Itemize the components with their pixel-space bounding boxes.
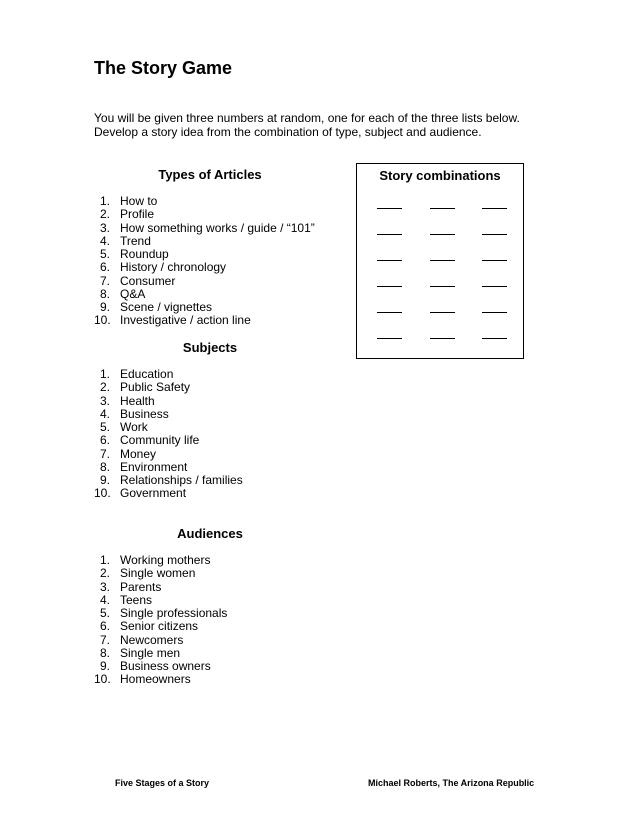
list-item: 2. Profile <box>99 207 155 222</box>
list-item: 3. Health <box>99 393 155 408</box>
combination-row <box>377 330 507 340</box>
list-item: 5. Single professionals <box>99 606 228 620</box>
list-item: 8. Environment <box>99 459 188 474</box>
list-item: 6. History / chronology <box>99 260 227 275</box>
combination-blank[interactable] <box>377 278 402 287</box>
list-item: 5. Roundup <box>99 247 169 261</box>
audiences-list <box>94 554 227 687</box>
list-item: 9. Relationships / families <box>99 473 243 487</box>
combination-blank[interactable] <box>377 226 402 235</box>
footer-left: Five Stages of a Story <box>115 778 210 788</box>
combination-row <box>377 200 507 210</box>
list-item: 4. Business <box>99 406 169 421</box>
list-item: 7. Money <box>99 446 157 461</box>
list-item: 4. Trend <box>99 233 151 248</box>
footer-right: Michael Roberts, The Arizona Republic <box>368 778 535 788</box>
combination-blank[interactable] <box>482 200 507 209</box>
list-item: 1. Education <box>99 367 174 381</box>
combination-row <box>377 252 507 262</box>
combination-blank[interactable] <box>430 200 455 209</box>
list-item: 7. Newcomers <box>99 632 184 647</box>
combination-row <box>377 226 507 236</box>
story-combinations-box <box>356 163 524 359</box>
types-of-articles-list <box>94 195 315 328</box>
combination-blank[interactable] <box>377 330 402 339</box>
types-of-articles-heading: Types of Articles <box>158 167 262 182</box>
list-item: 4. Teens <box>99 592 153 607</box>
combination-blank[interactable] <box>430 226 455 235</box>
list-item: 1. How to <box>99 194 158 208</box>
list-item: 9. Scene / vignettes <box>99 300 213 314</box>
list-item: 2. Public Safety <box>99 380 191 395</box>
combination-blank[interactable] <box>482 226 507 235</box>
audiences-heading: Audiences <box>177 526 243 541</box>
list-item: 2. Single women <box>99 566 196 581</box>
list-item: 7. Consumer <box>99 273 176 288</box>
combination-blank[interactable] <box>430 252 455 261</box>
intro-paragraph: You will be given three numbers at random, one for each of the three lists below. Develop a story idea from the combination of type, subject and audience. <box>94 111 520 139</box>
combination-blank[interactable] <box>430 278 455 287</box>
list-item: 8. Single men <box>99 645 181 660</box>
list-item: 9. Business owners <box>99 659 211 673</box>
combination-blank[interactable] <box>377 304 402 313</box>
combination-blank[interactable] <box>482 252 507 261</box>
list-item: 6. Senior citizens <box>99 619 199 634</box>
combination-blank[interactable] <box>482 330 507 339</box>
list-item: 10. Government <box>94 486 187 501</box>
list-item: 1. Working mothers <box>99 553 211 567</box>
list-item: 8. Q&A <box>99 286 146 301</box>
combination-row <box>377 278 507 288</box>
combination-blank[interactable] <box>377 252 402 261</box>
combination-blank[interactable] <box>430 330 455 339</box>
page-title: The Story Game <box>94 58 233 78</box>
list-item: 10. Investigative / action line <box>94 313 251 328</box>
list-item: 3. Parents <box>99 579 162 594</box>
combination-blank[interactable] <box>377 200 402 209</box>
list-item: 10. Homeowners <box>94 672 191 687</box>
combination-blank[interactable] <box>430 304 455 313</box>
subjects-heading: Subjects <box>182 340 238 355</box>
subjects-list <box>94 368 243 501</box>
list-item: 6. Community life <box>99 433 200 448</box>
list-item: 3. How something works / guide / “101” <box>99 220 315 235</box>
list-item: 5. Work <box>99 420 148 434</box>
combination-row <box>377 304 507 314</box>
combination-blank[interactable] <box>482 304 507 313</box>
story-combinations-heading: Story combinations <box>379 168 501 183</box>
combination-blank[interactable] <box>482 278 507 287</box>
